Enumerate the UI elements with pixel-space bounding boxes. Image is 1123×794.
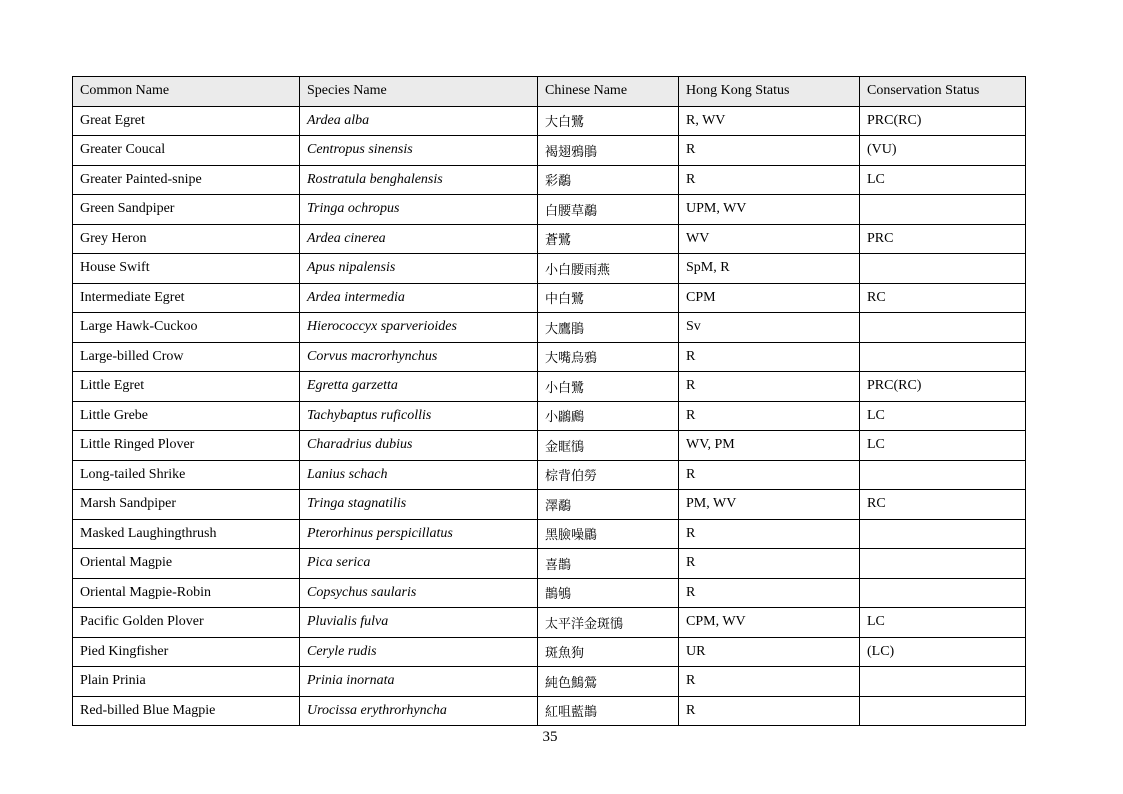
table-row — [73, 608, 1026, 638]
cell-chinese-name: 小白腰雨燕 — [538, 254, 679, 284]
cell-conservation-status — [860, 254, 1026, 284]
table-row — [73, 637, 1026, 667]
cell-conservation-status: LC — [860, 431, 1026, 461]
cell-species-name: Pterorhinus perspicillatus — [300, 519, 538, 549]
cell-conservation-status: RC — [860, 490, 1026, 520]
cell-hong-kong-status: R — [679, 667, 860, 697]
cell-conservation-status: LC — [860, 401, 1026, 431]
cell-conservation-status: LC — [860, 165, 1026, 195]
cell-species-name: Charadrius dubius — [300, 431, 538, 461]
cell-hong-kong-status: R — [679, 165, 860, 195]
cell-conservation-status: PRC(RC) — [860, 372, 1026, 402]
cell-chinese-name: 斑魚狗 — [538, 637, 679, 667]
cell-common-name: Masked Laughingthrush — [73, 519, 300, 549]
table-row — [73, 460, 1026, 490]
cell-hong-kong-status: UR — [679, 637, 860, 667]
cell-species-name: Ceryle rudis — [300, 637, 538, 667]
table-body — [73, 106, 1026, 726]
cell-common-name: Large-billed Crow — [73, 342, 300, 372]
cell-chinese-name: 蒼鷺 — [538, 224, 679, 254]
cell-conservation-status — [860, 519, 1026, 549]
cell-species-name: Lanius schach — [300, 460, 538, 490]
table-row — [73, 490, 1026, 520]
cell-conservation-status — [860, 578, 1026, 608]
cell-chinese-name: 金眶鴴 — [538, 431, 679, 461]
cell-common-name: Pacific Golden Plover — [73, 608, 300, 638]
table-row — [73, 165, 1026, 195]
cell-species-name: Pica serica — [300, 549, 538, 579]
cell-conservation-status: PRC(RC) — [860, 106, 1026, 136]
page-number: 35 — [542, 729, 558, 745]
cell-hong-kong-status: R — [679, 401, 860, 431]
cell-hong-kong-status: R — [679, 519, 860, 549]
cell-common-name: House Swift — [73, 254, 300, 284]
cell-hong-kong-status: UPM, WV — [679, 195, 860, 225]
cell-chinese-name: 大鷹鵑 — [538, 313, 679, 343]
cell-hong-kong-status: R — [679, 696, 860, 726]
cell-conservation-status — [860, 667, 1026, 697]
header-conservation-status: Conservation Status — [860, 77, 1026, 107]
cell-hong-kong-status: CPM, WV — [679, 608, 860, 638]
cell-species-name: Tringa ochropus — [300, 195, 538, 225]
table-row — [73, 106, 1026, 136]
table-row — [73, 578, 1026, 608]
cell-chinese-name: 棕背伯勞 — [538, 460, 679, 490]
table-row — [73, 254, 1026, 284]
cell-species-name: Urocissa erythrorhyncha — [300, 696, 538, 726]
cell-hong-kong-status: R — [679, 136, 860, 166]
cell-chinese-name: 小白鷺 — [538, 372, 679, 402]
cell-conservation-status: LC — [860, 608, 1026, 638]
cell-common-name: Plain Prinia — [73, 667, 300, 697]
table-row — [73, 431, 1026, 461]
table-row — [73, 136, 1026, 166]
table-row — [73, 519, 1026, 549]
cell-chinese-name: 白腰草鷸 — [538, 195, 679, 225]
table-row — [73, 372, 1026, 402]
header-row — [73, 77, 1026, 107]
header-chinese-name: Chinese Name — [538, 77, 679, 107]
cell-common-name: Greater Coucal — [73, 136, 300, 166]
cell-species-name: Copsychus saularis — [300, 578, 538, 608]
cell-common-name: Oriental Magpie-Robin — [73, 578, 300, 608]
table-row — [73, 696, 1026, 726]
cell-common-name: Oriental Magpie — [73, 549, 300, 579]
cell-species-name: Pluvialis fulva — [300, 608, 538, 638]
table-row — [73, 342, 1026, 372]
cell-species-name: Prinia inornata — [300, 667, 538, 697]
cell-chinese-name: 中白鷺 — [538, 283, 679, 313]
cell-species-name: Hierococcyx sparverioides — [300, 313, 538, 343]
table-row — [73, 224, 1026, 254]
table-row — [73, 667, 1026, 697]
cell-chinese-name: 喜鵲 — [538, 549, 679, 579]
cell-chinese-name: 彩鷸 — [538, 165, 679, 195]
cell-common-name: Pied Kingfisher — [73, 637, 300, 667]
cell-chinese-name: 褐翅鴉鵑 — [538, 136, 679, 166]
cell-hong-kong-status: WV, PM — [679, 431, 860, 461]
cell-common-name: Intermediate Egret — [73, 283, 300, 313]
cell-conservation-status — [860, 342, 1026, 372]
cell-conservation-status: PRC — [860, 224, 1026, 254]
cell-common-name: Green Sandpiper — [73, 195, 300, 225]
cell-species-name: Rostratula benghalensis — [300, 165, 538, 195]
cell-conservation-status — [860, 313, 1026, 343]
table-header — [73, 77, 1026, 107]
cell-hong-kong-status: R — [679, 342, 860, 372]
cell-conservation-status — [860, 549, 1026, 579]
cell-common-name: Little Ringed Plover — [73, 431, 300, 461]
cell-hong-kong-status: R — [679, 578, 860, 608]
cell-species-name: Apus nipalensis — [300, 254, 538, 284]
cell-hong-kong-status: R — [679, 372, 860, 402]
cell-hong-kong-status: R, WV — [679, 106, 860, 136]
cell-common-name: Grey Heron — [73, 224, 300, 254]
cell-hong-kong-status: R — [679, 549, 860, 579]
cell-common-name: Great Egret — [73, 106, 300, 136]
cell-hong-kong-status: R — [679, 460, 860, 490]
cell-species-name: Egretta garzetta — [300, 372, 538, 402]
cell-chinese-name: 黑臉噪鶥 — [538, 519, 679, 549]
cell-chinese-name: 太平洋金斑鴴 — [538, 608, 679, 638]
cell-chinese-name: 小鸊鷉 — [538, 401, 679, 431]
cell-hong-kong-status: SpM, R — [679, 254, 860, 284]
table-row — [73, 549, 1026, 579]
cell-common-name: Little Grebe — [73, 401, 300, 431]
table-row — [73, 283, 1026, 313]
cell-hong-kong-status: WV — [679, 224, 860, 254]
cell-species-name: Ardea alba — [300, 106, 538, 136]
header-hong-kong-status: Hong Kong Status — [679, 77, 860, 107]
cell-species-name: Ardea cinerea — [300, 224, 538, 254]
cell-species-name: Centropus sinensis — [300, 136, 538, 166]
cell-chinese-name: 純色鷦鶯 — [538, 667, 679, 697]
cell-common-name: Red-billed Blue Magpie — [73, 696, 300, 726]
cell-common-name: Long-tailed Shrike — [73, 460, 300, 490]
cell-chinese-name: 大嘴烏鴉 — [538, 342, 679, 372]
cell-chinese-name: 紅咀藍鵲 — [538, 696, 679, 726]
cell-species-name: Ardea intermedia — [300, 283, 538, 313]
cell-hong-kong-status: Sv — [679, 313, 860, 343]
cell-species-name: Corvus macrorhynchus — [300, 342, 538, 372]
cell-chinese-name: 大白鷺 — [538, 106, 679, 136]
cell-conservation-status: (VU) — [860, 136, 1026, 166]
cell-chinese-name: 澤鷸 — [538, 490, 679, 520]
header-species-name: Species Name — [300, 77, 538, 107]
table-row — [73, 313, 1026, 343]
cell-chinese-name: 鵲鴝 — [538, 578, 679, 608]
header-common-name: Common Name — [73, 77, 300, 107]
cell-common-name: Little Egret — [73, 372, 300, 402]
cell-species-name: Tachybaptus ruficollis — [300, 401, 538, 431]
cell-common-name: Marsh Sandpiper — [73, 490, 300, 520]
cell-conservation-status: (LC) — [860, 637, 1026, 667]
cell-conservation-status: RC — [860, 283, 1026, 313]
cell-hong-kong-status: PM, WV — [679, 490, 860, 520]
cell-conservation-status — [860, 696, 1026, 726]
cell-hong-kong-status: CPM — [679, 283, 860, 313]
cell-common-name: Large Hawk-Cuckoo — [73, 313, 300, 343]
table-row — [73, 195, 1026, 225]
species-table — [72, 76, 1026, 726]
cell-common-name: Greater Painted-snipe — [73, 165, 300, 195]
table-row — [73, 401, 1026, 431]
cell-species-name: Tringa stagnatilis — [300, 490, 538, 520]
cell-conservation-status — [860, 195, 1026, 225]
cell-conservation-status — [860, 460, 1026, 490]
